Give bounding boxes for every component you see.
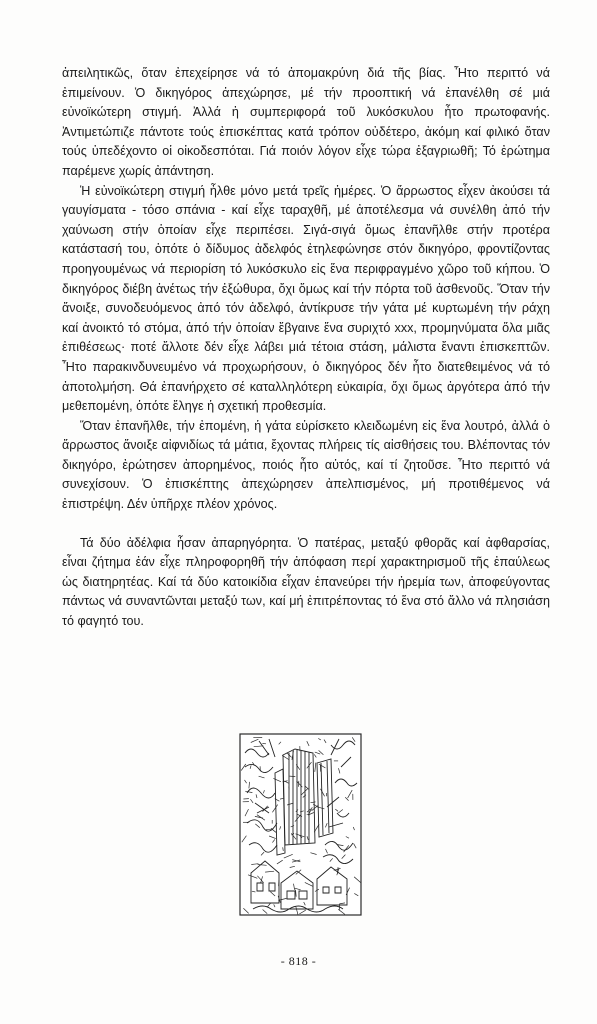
paragraph-3: Ὅταν ἐπανῆλθε, τήν ἐπομένη, ἡ γάτα εὑρίσκετο κλειδωμένη εἰς ἕνα λουτρό, ἀλλά ὁ ἄρρωστος ἄνοιξε αἰφνιδίως τά μάτια, ἔχοντας πλήρεις τίς αἰσθήσεις του. Βλέποντας τόν δικηγόρο, ἐρώτησεν ἀπορημένος, ποιός ἦτο αὐτός, καί τί ζητοῦσε. Ἦτο περιττό νά συνεχίσουν. Ὁ ἐπισκέπτης ἀπεχώρησεν ἀπελπισμένος, μή προτιθέμενος νά ἐπιστρέψη. Δέν ὑπῆρχε πλέον χρόνος.: [62, 418, 550, 512]
paragraph-1: ἀπειλητικῶς, ὅταν ἐπεχείρησε νά τό ἀπομακρύνη διά τῆς βίας. Ἦτο περιττό νά ἐπιμείνουν. Ὁ δικηγόρος ἀπεχώρησε, μέ τήν προοπτική νά ἐπανέλθη σέ μιά εὐνοϊκώτερη στιγμή. Ἀλλά ἡ συμπεριφορά τοῦ λυκόσκυλου ἦτο πρωτοφανής. Ἀντιμετώπιζε πάντοτε τούς ἐπισκέπτας κατά τρόπον οὐδέτερο, ἀκόμη καί φιλικό ὅταν τούς ὑπεδέχοντο οἱ οἰκοδεσπόται. Γιά ποιόν λόγον εἶχε τώρα ἐξαγριωθῆ; Τό ἐρώτημα παρέμενε χωρίς ἀπάντηση.: [62, 66, 550, 178]
paragraph-4: Τά δύο ἀδέλφια ἦσαν ἀπαρηγόρητα. Ὁ πατέρας, μεταξύ φθορᾶς καί ἀφθαρσίας, εἶναι ζήτημα ἐάν εἶχε πληροφορηθῆ τήν ἀπόφαση περί χαρακτηρισμοῦ τῆς ἐπαύλεως ὡς διατηρητέας. Καί τά δύο κατοικίδια εἶχαν ἐπανεύρει τήν ἠρεμία των, ἀποφεύγοντας πάντως νά συναντῶνται μεταξύ των, καί μή ἐπιτρέποντας τό ἕνα στό ἄλλο νά πλησιάση τό φαγητό του.: [62, 535, 550, 629]
paragraph-2: Ἡ εὐνοϊκώτερη στιγμή ἦλθε μόνο μετά τρεῖς ἡμέρες. Ὁ ἄρρωστος εἶχεν ἀκούσει τά γαυγίσματα - τόσο σπάνια - καί εἶχε ταραχθῆ, μέ ἀποτέλεσμα νά συνέλθη ἀπό τήν χαύνωση στήν ὁποίαν εἶχε περιπέσει. Σιγά-σιγά ὅμως ἐπανῆλθε στήν προτέρα κατάστασή του, ὁπότε ὁ δίδυμος ἀδελφός ἐτηλεφώνησε στόν δικηγόρο, φροντίζοντας προηγουμένως νά περιορίση τό λυκόσκυλο εἰς ἕνα περιφραγμένο χῶρο τοῦ κήπου. Ὁ δικηγόρος διέβη ἀνέτως τήν ἐξώθυρα, ὄχι ὅμως καί τήν πόρτα τοῦ ἀσθενοῦς. Ὅταν τήν ἄνοιξε, συνοδευόμενος ἀπό τόν ἀδελφό, ἀντίκρυσε τήν γάτα μέ κυρτωμένη τήν ράχη καί ἀνοικτό τό στόμα, ἀπό τήν ὁποίαν ἔβγαινε ἕνα συριχτό xxx, προμηνύματα ὅλα μιᾶς ἐπιθέσεως· ποτέ ἄλλοτε δέν εἶχε λάβει μιά τέτοια στάση, μάλιστα ἔναντι ἐπισκεπτῶν. Ἦτο παρακινδυνευμένο νά προχωρήσουν, ὁ δικηγόρος δέν ἦτο διατεθειμένος νά τό ἀποτολμήση. Θά ἐπανήρχετο σέ καταλληλότερη εὐκαιρία, ὄχι ὅμως ἀργότερα ἀπό τήν μεθεπομένη, ὁπότε ἔληγε ἡ σχετική προθεσμία.: [62, 183, 550, 414]
engraving-illustration: [239, 733, 362, 916]
page-number: - 818 -: [280, 954, 317, 968]
body-text: [62, 64, 550, 632]
